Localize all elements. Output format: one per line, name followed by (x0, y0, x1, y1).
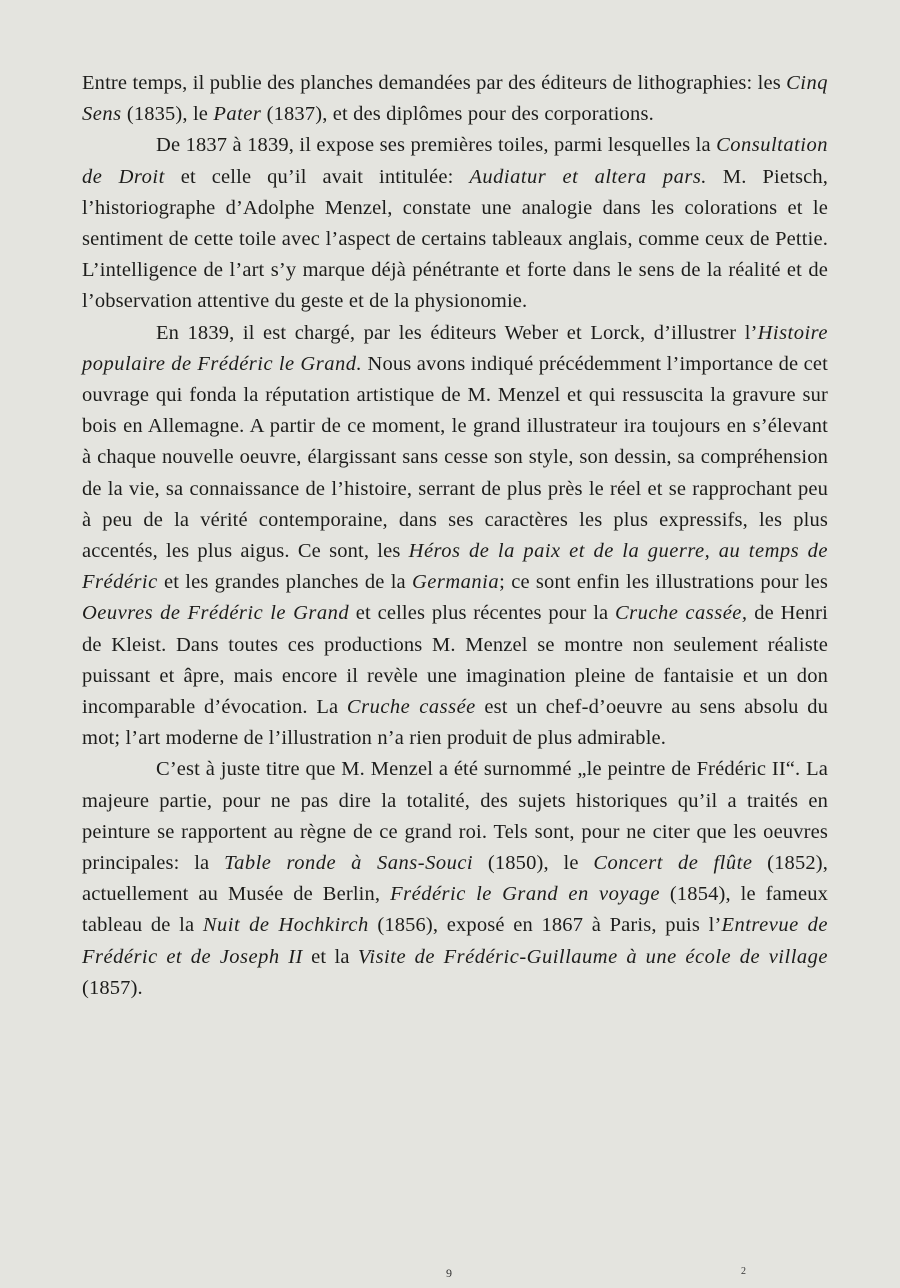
text-run: Entre temps, il publie des planches demandées par des éditeurs de lithographies: les (82, 72, 787, 94)
text-run: et les grandes planches de la (157, 571, 412, 594)
italic-title: Cruche cassée (346, 696, 476, 719)
text-run: de Henri de Kleist. Dans toutes ces productions M. Menzel se montre non seulement réaliste puissant et âpre, mais encore il revèle une imagination pleine de fantaisie et un don incomparable d’évocation. La (82, 602, 828, 719)
text-run: M. Pietsch, l’historiographe d’Adolphe Menzel, constate une analogie dans les colorations et le sentiment de cette toile avec l’aspect de certains tableaux anglais, comme ceux de Pettie. L’intelligence de l’art s’y marque déjà pénétrante et forte dans le sens de la réalité et de l’observation attentive du geste et de la physionomie. (82, 165, 828, 313)
text-run: (1835), le (121, 103, 214, 126)
italic-title: Audiatur et altera pars. (469, 165, 707, 188)
italic-title: Table ronde à Sans-Souci (224, 852, 474, 875)
paragraph (82, 318, 828, 755)
text-run: (1856), exposé en 1867 à Paris, puis l’ (368, 914, 722, 937)
paragraph (82, 130, 828, 317)
paragraph (82, 754, 828, 1004)
text-run: et la (302, 945, 358, 968)
italic-title: Cinq Sens (82, 72, 828, 126)
paragraph (82, 68, 828, 130)
text-run: En 1839, il est chargé, par les éditeurs Weber et Lorck, d’illustrer l’ (156, 321, 758, 344)
text-run: et celles plus récentes pour la (349, 602, 615, 625)
signature-mark: 2 (741, 1266, 746, 1277)
text-run: (1854), le fameux tableau de la (82, 883, 829, 937)
text-run: (1837), et des diplômes pour des corporations. (261, 103, 654, 126)
text-run: ; ce sont enfin les illustrations pour les (499, 571, 828, 594)
text-run: (1852), actuellement au Musée de Berlin, (82, 852, 829, 906)
italic-title: Entrevue de Frédéric et de Joseph II (82, 914, 828, 968)
italic-title: Oeuvres de Frédéric le Grand (82, 602, 350, 625)
text-run: (1857). (82, 976, 143, 999)
page-number: 9 (446, 1266, 452, 1280)
italic-title: Frédéric le Grand en voyage (390, 883, 661, 906)
italic-title: Visite de Frédéric-Guillaume à une école de village (357, 945, 828, 968)
italic-title: Consultation de Droit (82, 134, 828, 188)
italic-title: Histoire populaire de Frédéric le Grand. (82, 321, 828, 375)
text-run: Nous avons indiqué précédemment l’importance de cet ouvrage qui fonda la réputation artistique de M. Menzel et qui ressuscita la gravure sur bois en Allemagne. A partir de ce moment, le grand illustrateur ira toujours en s’élevant à chaque nouvelle oeuvre, élargissant sans cesse son style, son dessin, sa compréhension de la vie, sa connaissance de l’histoire, serrant de plus près le réel et se rapprochant peu à peu de la vérité contemporaine, dans ses caractères les plus expressifs, les plus accentés, les plus aigus. Ce sont, les (82, 352, 829, 563)
text-run: C’est à juste titre que M. Menzel a été surnommé „le peintre de Frédéric II“. La majeure partie, pour ne pas dire la totalité, des sujets historiques qu’il a traités en peinture se rapportent au règne de ce grand roi. Tels sont, pour ne citer que les oeuvres principales: la (82, 758, 828, 875)
text-run: et celle qu’il avait intitulée: (164, 165, 470, 188)
italic-title: Héros de la paix et de la guerre, au temps de Frédéric (82, 540, 828, 594)
text-run: est un chef-d’oeuvre au sens absolu du mot; l’art moderne de l’illustration n’a rien produit de plus admirable. (82, 696, 829, 750)
italic-title: Concert de flûte (593, 852, 753, 875)
italic-title: Germania (412, 571, 500, 594)
italic-title: Pater (213, 103, 262, 126)
italic-title: Cruche cassée, (615, 602, 748, 625)
text-run: (1850), le (473, 852, 594, 875)
body-text (82, 68, 828, 1004)
text-run: De 1837 à 1839, il expose ses premières toiles, parmi lesquelles la (156, 134, 717, 157)
italic-title: Nuit de Hochkirch (202, 914, 369, 937)
